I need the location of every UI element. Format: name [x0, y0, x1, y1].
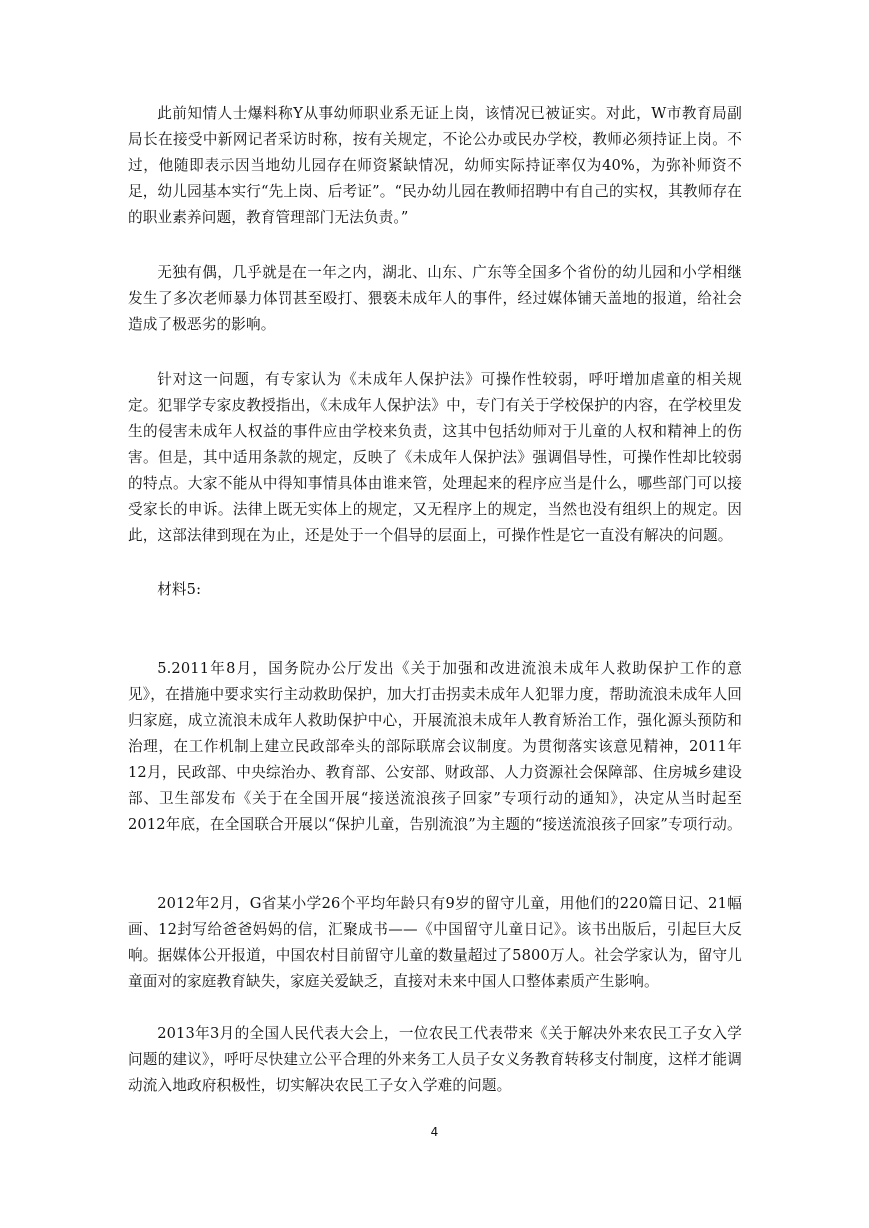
paragraph-minor-protection-law: 针对这一问题，有专家认为《未成年人保护法》可操作性较弱，呼吁增加虐童的相关规定。犯罪学专家皮教授指出，《未成年人保护法》中，专门有关于学校保护的内容，在学校里发生的侵害未成年人权益的事件应由学校来负责，这其中包括幼师对于儿童的人权和精神上的伤害。但是，其中适用条款的规定，反映了《未成年人保护法》强调倡导性，可操作性却比较弱的特点。大家不能从中得知事情具体由谁来管，处理起来的程序应当是什么，哪些部门可以接受家长的申诉。法律上既无实体上的规定，又无程序上的规定，当然也没有组织上的规定。因此，这部法律到现在为止，还是处于一个倡导的层面上，可操作性是它一直没有解决的问题。 — [128, 371, 742, 544]
paragraph-street-children-rescue: 5.2011年8月，国务院办公厅发出《关于加强和改进流浪未成年人救助保护工作的意见》，在措施中要求实行主动救助保护，加大打击拐卖未成年人犯罪力度，帮助流浪未成年人回归家庭，成立流浪未成年人救助保护中心，开展流浪未成年人教育矫治工作，强化源头预防和治理，在工作机制上建立民政部牵头的部际联席会议制度。为贯彻落实该意见精神，2011年12月，民政部、中央综治办、教育部、公安部、财政部、人力资源社会保障部、住房城乡建设部、卫生部发布《关于在全国开展“接送流浪孩子回家”专项行动的通知》，决定从当时起至2012年底，在全国联合开展以“保护儿童，告别流浪”为主题的“接送流浪孩子回家”专项行动。 — [128, 660, 742, 833]
paragraph-abuse-incidents: 无独有偶，几乎就是在一年之内，湖北、山东、广东等全国多个省份的幼儿园和小学相继发生了多次老师暴力体罚甚至殴打、猥亵未成年人的事件，经过媒体铺天盖地的报道，给社会造成了极恶劣的影响。 — [128, 264, 742, 333]
paragraph-migrant-children-education: 2013年3月的全国人民代表大会上，一位农民工代表带来《关于解决外来农民工子女入学问题的建议》，呼吁尽快建立公平合理的外来务工人员子女义务教育转移支付制度，这样才能调动流入地政府积极性，切实解决农民工子女入学难的问题。 — [128, 1025, 742, 1094]
material-heading: 材料5: — [157, 581, 202, 598]
paragraph-left-behind-children: 2012年2月，G省某小学26个平均年龄只有9岁的留守儿童，用他们的220篇日记、21幅画、12封写给爸爸妈妈的信，汇聚成书——《中国留守儿童日记》。该书出版后，引起巨大反响。据媒体公开报道，中国农村目前留守儿童的数量超过了5800万人。社会学家认为，留守儿童面对的家庭教育缺失，家庭关爱缺乏，直接对未来中国人口整体素质产生影响。 — [128, 895, 742, 990]
paragraph-kindergarten-teacher-certification: 此前知情人士爆料称Y从事幼师职业系无证上岗，该情况已被证实。对此，W市教育局副局长在接受中新网记者采访时称，按有关规定，不论公办或民办学校，教师必须持证上岗。不过，他随即表示因当地幼儿园存在师资紧缺情况，幼师实际持证率仅为40%，为弥补师资不足，幼儿园基本实行“先上岗、后考证”。“民办幼儿园在教师招聘中有自己的实权，其教师存在的职业素养问题，教育管理部门无法负责。” — [128, 105, 742, 226]
page-number: 4 — [430, 1125, 439, 1139]
